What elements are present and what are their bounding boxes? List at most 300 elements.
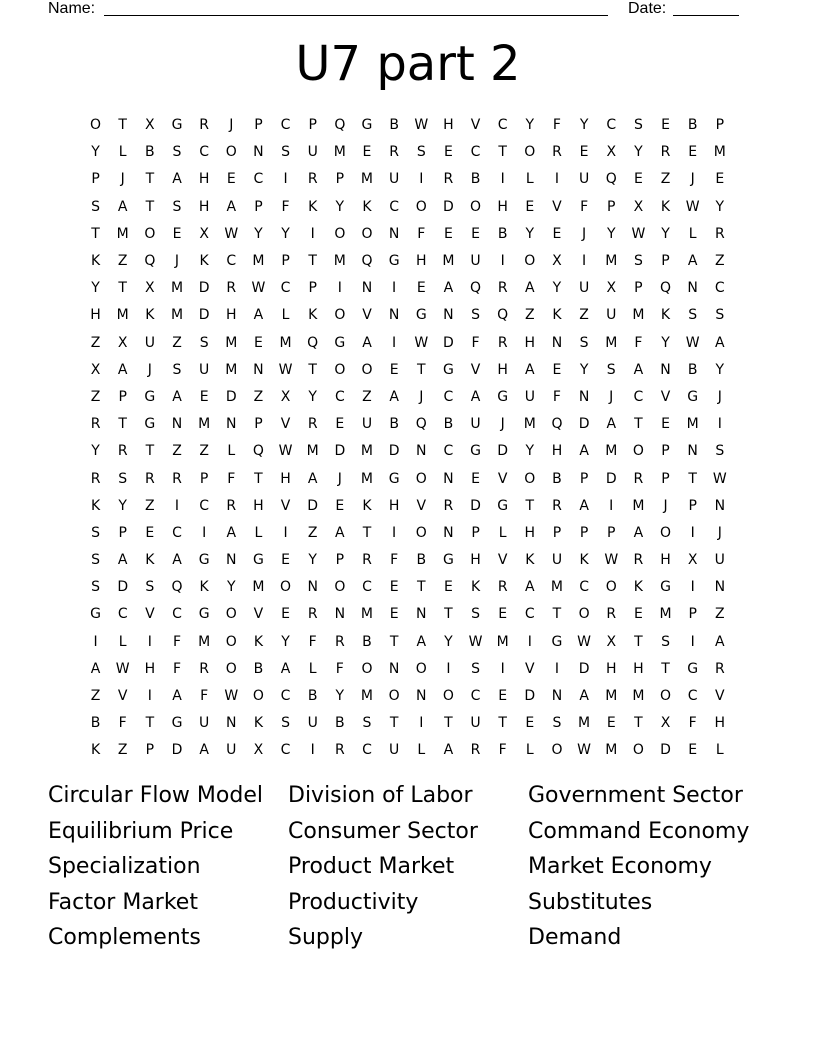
grid-letter[interactable]: C	[443, 388, 454, 405]
grid-letter[interactable]: S	[552, 715, 562, 732]
grid-letter[interactable]: B	[443, 416, 454, 433]
grid-letter[interactable]: C	[117, 606, 128, 623]
grid-letter[interactable]: E	[226, 171, 236, 188]
grid-letter[interactable]: M	[198, 633, 211, 650]
grid-letter[interactable]: T	[145, 171, 155, 188]
grid-letter[interactable]: V	[470, 117, 481, 134]
grid-letter[interactable]: Z	[172, 443, 182, 460]
grid-letter[interactable]: I	[554, 171, 560, 188]
grid-letter[interactable]: W	[278, 443, 293, 460]
grid-letter[interactable]: Y	[634, 144, 643, 161]
grid-letter[interactable]: X	[606, 633, 617, 650]
grid-letter[interactable]: T	[362, 524, 372, 541]
grid-letter[interactable]: G	[388, 470, 400, 487]
grid-letter[interactable]: N	[687, 443, 698, 460]
grid-letter[interactable]: S	[579, 334, 589, 351]
grid-letter[interactable]: P	[254, 198, 263, 215]
grid-letter[interactable]: K	[253, 715, 263, 732]
grid-letter[interactable]: E	[715, 171, 725, 188]
grid-letter[interactable]: R	[144, 470, 155, 487]
grid-letter[interactable]: E	[443, 579, 453, 596]
grid-letter[interactable]: H	[388, 497, 400, 514]
grid-letter[interactable]: N	[443, 524, 454, 541]
grid-letter[interactable]: Y	[308, 552, 317, 569]
grid-letter[interactable]: Y	[91, 144, 100, 161]
grid-letter[interactable]: Z	[90, 334, 101, 351]
grid-letter[interactable]: M	[632, 307, 645, 324]
grid-letter[interactable]: O	[334, 579, 346, 596]
grid-letter[interactable]: W	[631, 225, 646, 242]
grid-letter[interactable]: T	[118, 416, 127, 433]
grid-letter[interactable]: L	[525, 171, 534, 188]
grid-letter[interactable]: R	[660, 144, 671, 161]
grid-letter[interactable]: D	[497, 443, 509, 460]
grid-letter[interactable]: M	[360, 688, 374, 705]
grid-letter[interactable]: M	[333, 253, 346, 270]
grid-letter[interactable]: Z	[90, 688, 101, 705]
grid-letter[interactable]: P	[607, 524, 616, 541]
grid-letter[interactable]: E	[471, 225, 480, 242]
grid-letter[interactable]: K	[199, 253, 209, 270]
grid-letter[interactable]: E	[552, 361, 562, 378]
grid-letter[interactable]: C	[362, 742, 372, 759]
grid-letter[interactable]: A	[172, 552, 182, 569]
grid-letter[interactable]: I	[283, 524, 288, 541]
grid-letter[interactable]: N	[334, 606, 346, 623]
grid-letter[interactable]: S	[471, 606, 480, 623]
grid-letter[interactable]: A	[226, 524, 237, 541]
grid-letter[interactable]: R	[389, 144, 399, 161]
grid-letter[interactable]: P	[335, 552, 345, 569]
grid-letter[interactable]: T	[634, 416, 643, 433]
grid-letter[interactable]: M	[550, 579, 563, 596]
grid-letter[interactable]: Z	[525, 307, 535, 324]
grid-letter[interactable]: K	[145, 307, 155, 324]
grid-letter[interactable]: G	[470, 443, 481, 460]
grid-letter[interactable]: A	[199, 742, 209, 759]
grid-letter[interactable]: C	[714, 280, 725, 297]
grid-letter[interactable]: W	[224, 688, 239, 705]
grid-letter[interactable]: H	[253, 497, 264, 514]
grid-letter[interactable]: R	[606, 606, 617, 623]
grid-letter[interactable]: R	[633, 552, 644, 569]
grid-letter[interactable]: D	[198, 307, 210, 324]
grid-letter[interactable]: P	[308, 280, 317, 297]
grid-letter[interactable]: H	[714, 715, 726, 732]
grid-letter[interactable]: O	[415, 660, 427, 677]
grid-letter[interactable]: Q	[415, 416, 427, 433]
grid-letter[interactable]: C	[172, 524, 182, 541]
grid-letter[interactable]: A	[715, 633, 725, 650]
grid-letter[interactable]: F	[634, 334, 643, 351]
grid-letter[interactable]: E	[199, 388, 209, 405]
grid-letter[interactable]: M	[659, 606, 672, 623]
grid-letter[interactable]: N	[253, 144, 264, 161]
grid-letter[interactable]: G	[144, 416, 156, 433]
grid-letter[interactable]: M	[225, 334, 238, 351]
grid-letter[interactable]: I	[500, 660, 505, 677]
grid-letter[interactable]: K	[253, 633, 263, 650]
grid-letter[interactable]: O	[660, 524, 672, 541]
grid-letter[interactable]: C	[334, 388, 345, 405]
grid-letter[interactable]: E	[281, 606, 290, 623]
grid-letter[interactable]: L	[525, 742, 534, 759]
grid-letter[interactable]: O	[415, 470, 427, 487]
grid-letter[interactable]: S	[172, 144, 182, 161]
grid-letter[interactable]: U	[307, 715, 318, 732]
grid-letter[interactable]: H	[90, 307, 101, 324]
grid-letter[interactable]: A	[172, 688, 182, 705]
grid-letter[interactable]: U	[226, 742, 237, 759]
grid-letter[interactable]: S	[715, 307, 725, 324]
grid-letter[interactable]: U	[199, 361, 210, 378]
grid-letter[interactable]: I	[174, 497, 180, 514]
grid-letter[interactable]: K	[90, 497, 101, 514]
grid-letter[interactable]: A	[335, 524, 345, 541]
grid-letter[interactable]: L	[118, 144, 127, 161]
grid-letter[interactable]: G	[415, 307, 427, 324]
grid-letter[interactable]: F	[688, 715, 697, 732]
grid-letter[interactable]: M	[605, 334, 618, 351]
grid-letter[interactable]: A	[443, 280, 454, 297]
grid-letter[interactable]: I	[500, 171, 505, 188]
grid-letter[interactable]: Y	[308, 388, 317, 405]
grid-letter[interactable]: Q	[144, 253, 156, 270]
grid-letter[interactable]: A	[715, 334, 725, 351]
grid-letter[interactable]: C	[280, 280, 291, 297]
grid-letter[interactable]: I	[500, 253, 505, 270]
grid-letter[interactable]: U	[470, 416, 481, 433]
grid-letter[interactable]: H	[660, 552, 671, 569]
grid-letter[interactable]: V	[497, 470, 508, 487]
grid-letter[interactable]: T	[498, 715, 507, 732]
grid-letter[interactable]: B	[687, 361, 698, 378]
grid-letter[interactable]: M	[605, 253, 618, 270]
grid-letter[interactable]: C	[226, 253, 237, 270]
grid-letter[interactable]: C	[280, 688, 291, 705]
grid-letter[interactable]: E	[579, 144, 589, 161]
grid-letter[interactable]: F	[172, 633, 182, 650]
grid-letter[interactable]: T	[661, 660, 670, 677]
grid-letter[interactable]: G	[90, 606, 101, 623]
grid-letter[interactable]: Y	[579, 117, 589, 134]
grid-letter[interactable]: N	[416, 443, 427, 460]
grid-letter[interactable]: U	[144, 334, 155, 351]
grid-letter[interactable]: P	[91, 171, 100, 188]
grid-letter[interactable]: M	[360, 606, 374, 623]
grid-letter[interactable]: N	[551, 688, 563, 705]
grid-letter[interactable]: I	[392, 524, 397, 541]
grid-letter[interactable]: G	[388, 253, 400, 270]
grid-letter[interactable]: U	[470, 715, 481, 732]
grid-letter[interactable]: J	[690, 171, 695, 188]
grid-letter[interactable]: Q	[551, 416, 563, 433]
grid-letter[interactable]: M	[252, 253, 265, 270]
grid-letter[interactable]: E	[362, 144, 372, 161]
grid-letter[interactable]: D	[307, 497, 319, 514]
grid-letter[interactable]: D	[334, 443, 346, 460]
grid-letter[interactable]: P	[661, 470, 670, 487]
grid-letter[interactable]: I	[310, 225, 315, 242]
grid-letter[interactable]: R	[443, 497, 454, 514]
grid-letter[interactable]: C	[579, 579, 589, 596]
grid-letter[interactable]: P	[308, 117, 317, 134]
grid-letter[interactable]: D	[388, 443, 400, 460]
grid-letter[interactable]: T	[145, 198, 155, 215]
grid-letter[interactable]: R	[226, 497, 237, 514]
grid-letter[interactable]: N	[714, 579, 726, 596]
grid-letter[interactable]: M	[306, 443, 319, 460]
grid-letter[interactable]: Y	[525, 443, 535, 460]
grid-letter[interactable]: M	[198, 416, 211, 433]
grid-letter[interactable]: O	[225, 660, 237, 677]
grid-letter[interactable]: C	[199, 497, 210, 514]
grid-letter[interactable]: U	[361, 416, 373, 433]
grid-letter[interactable]: P	[118, 524, 127, 541]
grid-letter[interactable]: I	[419, 715, 424, 732]
grid-letter[interactable]: F	[308, 633, 317, 650]
grid-letter[interactable]: Y	[335, 198, 345, 215]
grid-letter[interactable]: D	[605, 470, 617, 487]
grid-letter[interactable]: H	[443, 117, 454, 134]
grid-letter[interactable]: U	[388, 742, 400, 759]
grid-letter[interactable]: Y	[661, 225, 670, 242]
grid-letter[interactable]: D	[225, 388, 237, 405]
grid-letter[interactable]: R	[90, 416, 101, 433]
grid-letter[interactable]: J	[582, 225, 587, 242]
grid-letter[interactable]: P	[199, 470, 209, 487]
grid-letter[interactable]: O	[660, 688, 672, 705]
grid-letter[interactable]: Z	[199, 443, 209, 460]
grid-letter[interactable]: I	[202, 524, 207, 541]
grid-letter[interactable]: A	[443, 742, 454, 759]
grid-letter[interactable]: L	[118, 633, 127, 650]
grid-letter[interactable]: P	[471, 524, 480, 541]
grid-letter[interactable]: O	[551, 742, 563, 759]
grid-letter[interactable]: M	[605, 742, 618, 759]
grid-letter[interactable]: K	[579, 552, 589, 569]
grid-letter[interactable]: L	[688, 225, 697, 242]
grid-letter[interactable]: K	[308, 307, 318, 324]
grid-letter[interactable]: O	[524, 144, 536, 161]
grid-letter[interactable]: E	[661, 416, 670, 433]
grid-letter[interactable]: V	[280, 416, 291, 433]
grid-letter[interactable]: X	[117, 334, 128, 351]
grid-letter[interactable]: L	[715, 742, 724, 759]
grid-letter[interactable]: T	[416, 579, 426, 596]
grid-letter[interactable]: A	[633, 524, 644, 541]
grid-letter[interactable]: I	[717, 416, 722, 433]
grid-letter[interactable]: K	[199, 579, 209, 596]
grid-letter[interactable]: F	[417, 225, 426, 242]
grid-letter[interactable]: Y	[254, 225, 263, 242]
grid-letter[interactable]: X	[606, 280, 617, 297]
grid-letter[interactable]: Y	[444, 633, 453, 650]
grid-letter[interactable]: I	[690, 633, 695, 650]
grid-letter[interactable]: O	[225, 633, 237, 650]
grid-letter[interactable]: P	[579, 524, 589, 541]
grid-letter[interactable]: E	[281, 552, 290, 569]
grid-letter[interactable]: M	[713, 144, 726, 161]
grid-letter[interactable]: L	[417, 742, 426, 759]
grid-letter[interactable]: R	[443, 171, 454, 188]
grid-letter[interactable]: Z	[117, 253, 128, 270]
grid-letter[interactable]: M	[360, 171, 374, 188]
grid-letter[interactable]: E	[525, 198, 535, 215]
grid-letter[interactable]: R	[633, 470, 644, 487]
grid-letter[interactable]: M	[442, 253, 455, 270]
grid-letter[interactable]: Y	[606, 225, 616, 242]
grid-letter[interactable]: E	[498, 606, 508, 623]
grid-letter[interactable]: O	[524, 253, 536, 270]
grid-letter[interactable]: S	[715, 443, 725, 460]
grid-letter[interactable]: F	[471, 334, 480, 351]
grid-letter[interactable]: V	[117, 688, 128, 705]
grid-letter[interactable]: P	[254, 117, 263, 134]
grid-letter[interactable]: O	[334, 307, 346, 324]
grid-letter[interactable]: M	[170, 307, 184, 324]
grid-letter[interactable]: J	[609, 388, 614, 405]
grid-letter[interactable]: H	[497, 361, 508, 378]
grid-letter[interactable]: S	[91, 524, 101, 541]
grid-letter[interactable]: O	[225, 606, 237, 623]
grid-letter[interactable]: O	[361, 660, 373, 677]
grid-letter[interactable]: Q	[497, 307, 509, 324]
grid-letter[interactable]: X	[606, 144, 617, 161]
grid-letter[interactable]: E	[253, 334, 263, 351]
grid-letter[interactable]: A	[90, 660, 101, 677]
grid-letter[interactable]: P	[715, 117, 725, 134]
grid-letter[interactable]: B	[145, 144, 155, 161]
grid-letter[interactable]: M	[578, 715, 591, 732]
grid-letter[interactable]: H	[633, 660, 644, 677]
grid-letter[interactable]: F	[281, 198, 290, 215]
grid-letter[interactable]: P	[118, 388, 127, 405]
grid-letter[interactable]: H	[415, 253, 427, 270]
grid-letter[interactable]: T	[308, 361, 317, 378]
grid-letter[interactable]: R	[497, 579, 508, 596]
grid-letter[interactable]: H	[605, 660, 617, 677]
grid-letter[interactable]: E	[443, 225, 453, 242]
grid-letter[interactable]: P	[661, 253, 670, 270]
grid-letter[interactable]: Y	[118, 497, 127, 514]
grid-letter[interactable]: N	[660, 361, 671, 378]
grid-letter[interactable]: I	[93, 633, 98, 650]
grid-letter[interactable]: S	[362, 715, 372, 732]
grid-letter[interactable]: L	[281, 307, 290, 324]
grid-letter[interactable]: G	[334, 334, 346, 351]
grid-letter[interactable]: O	[361, 361, 373, 378]
grid-letter[interactable]: E	[633, 606, 643, 623]
grid-letter[interactable]: D	[443, 198, 454, 215]
grid-letter[interactable]: G	[497, 497, 509, 514]
grid-letter[interactable]: Y	[552, 280, 562, 297]
grid-letter[interactable]: I	[609, 497, 614, 514]
grid-letter[interactable]: V	[416, 497, 427, 514]
grid-letter[interactable]: R	[714, 660, 725, 677]
grid-letter[interactable]: Z	[117, 742, 128, 759]
grid-letter[interactable]: P	[607, 198, 616, 215]
grid-letter[interactable]: K	[525, 552, 535, 569]
grid-letter[interactable]: D	[443, 334, 454, 351]
grid-letter[interactable]: T	[118, 280, 127, 297]
grid-letter[interactable]: S	[281, 715, 290, 732]
grid-letter[interactable]: R	[117, 443, 128, 460]
grid-letter[interactable]: D	[660, 742, 671, 759]
grid-letter[interactable]: P	[552, 524, 562, 541]
grid-letter[interactable]: W	[468, 633, 483, 650]
grid-letter[interactable]: N	[361, 280, 373, 297]
date-input-line[interactable]	[673, 15, 739, 16]
grid-letter[interactable]: S	[118, 470, 128, 487]
grid-letter[interactable]: Y	[715, 198, 725, 215]
grid-letter[interactable]: W	[251, 280, 266, 297]
grid-letter[interactable]: H	[551, 443, 563, 460]
grid-letter[interactable]: B	[307, 688, 318, 705]
grid-letter[interactable]: F	[118, 715, 127, 732]
grid-letter[interactable]: B	[362, 633, 372, 650]
grid-letter[interactable]: X	[687, 552, 698, 569]
grid-letter[interactable]: I	[147, 633, 152, 650]
grid-letter[interactable]: A	[525, 280, 535, 297]
grid-letter[interactable]: V	[280, 497, 291, 514]
grid-letter[interactable]: A	[253, 307, 264, 324]
grid-letter[interactable]: Y	[715, 361, 725, 378]
grid-letter[interactable]: A	[579, 497, 589, 514]
grid-letter[interactable]: R	[226, 280, 237, 297]
grid-letter[interactable]: E	[443, 144, 453, 161]
grid-letter[interactable]: J	[717, 524, 722, 541]
grid-letter[interactable]: K	[145, 552, 155, 569]
grid-letter[interactable]: V	[253, 606, 264, 623]
grid-letter[interactable]: U	[551, 552, 563, 569]
grid-letter[interactable]: T	[254, 470, 263, 487]
grid-letter[interactable]: A	[307, 470, 318, 487]
grid-letter[interactable]: Z	[579, 307, 589, 324]
grid-letter[interactable]: B	[335, 715, 345, 732]
grid-letter[interactable]: Z	[715, 253, 725, 270]
grid-letter[interactable]: Q	[307, 334, 319, 351]
grid-letter[interactable]: F	[227, 470, 236, 487]
grid-letter[interactable]: V	[470, 361, 481, 378]
grid-letter[interactable]: A	[687, 253, 698, 270]
grid-letter[interactable]: A	[633, 361, 644, 378]
grid-letter[interactable]: U	[307, 144, 318, 161]
grid-letter[interactable]: U	[524, 388, 535, 405]
grid-letter[interactable]: D	[198, 280, 210, 297]
grid-letter[interactable]: Q	[605, 171, 617, 188]
grid-letter[interactable]: V	[497, 552, 508, 569]
grid-letter[interactable]: G	[497, 388, 509, 405]
grid-letter[interactable]: A	[579, 443, 589, 460]
grid-letter[interactable]: S	[199, 334, 209, 351]
grid-letter[interactable]: U	[199, 715, 210, 732]
grid-letter[interactable]: R	[90, 470, 101, 487]
grid-letter[interactable]: K	[362, 198, 372, 215]
grid-letter[interactable]: F	[552, 388, 561, 405]
grid-letter[interactable]: S	[91, 552, 101, 569]
grid-letter[interactable]: F	[498, 742, 507, 759]
grid-letter[interactable]: S	[661, 633, 670, 650]
grid-letter[interactable]: E	[688, 144, 698, 161]
grid-letter[interactable]: O	[388, 688, 400, 705]
grid-letter[interactable]: J	[500, 416, 505, 433]
grid-letter[interactable]: Q	[252, 443, 264, 460]
grid-letter[interactable]: X	[280, 388, 291, 405]
grid-letter[interactable]: I	[690, 524, 695, 541]
grid-letter[interactable]: J	[174, 253, 180, 270]
grid-letter[interactable]: G	[442, 552, 454, 569]
